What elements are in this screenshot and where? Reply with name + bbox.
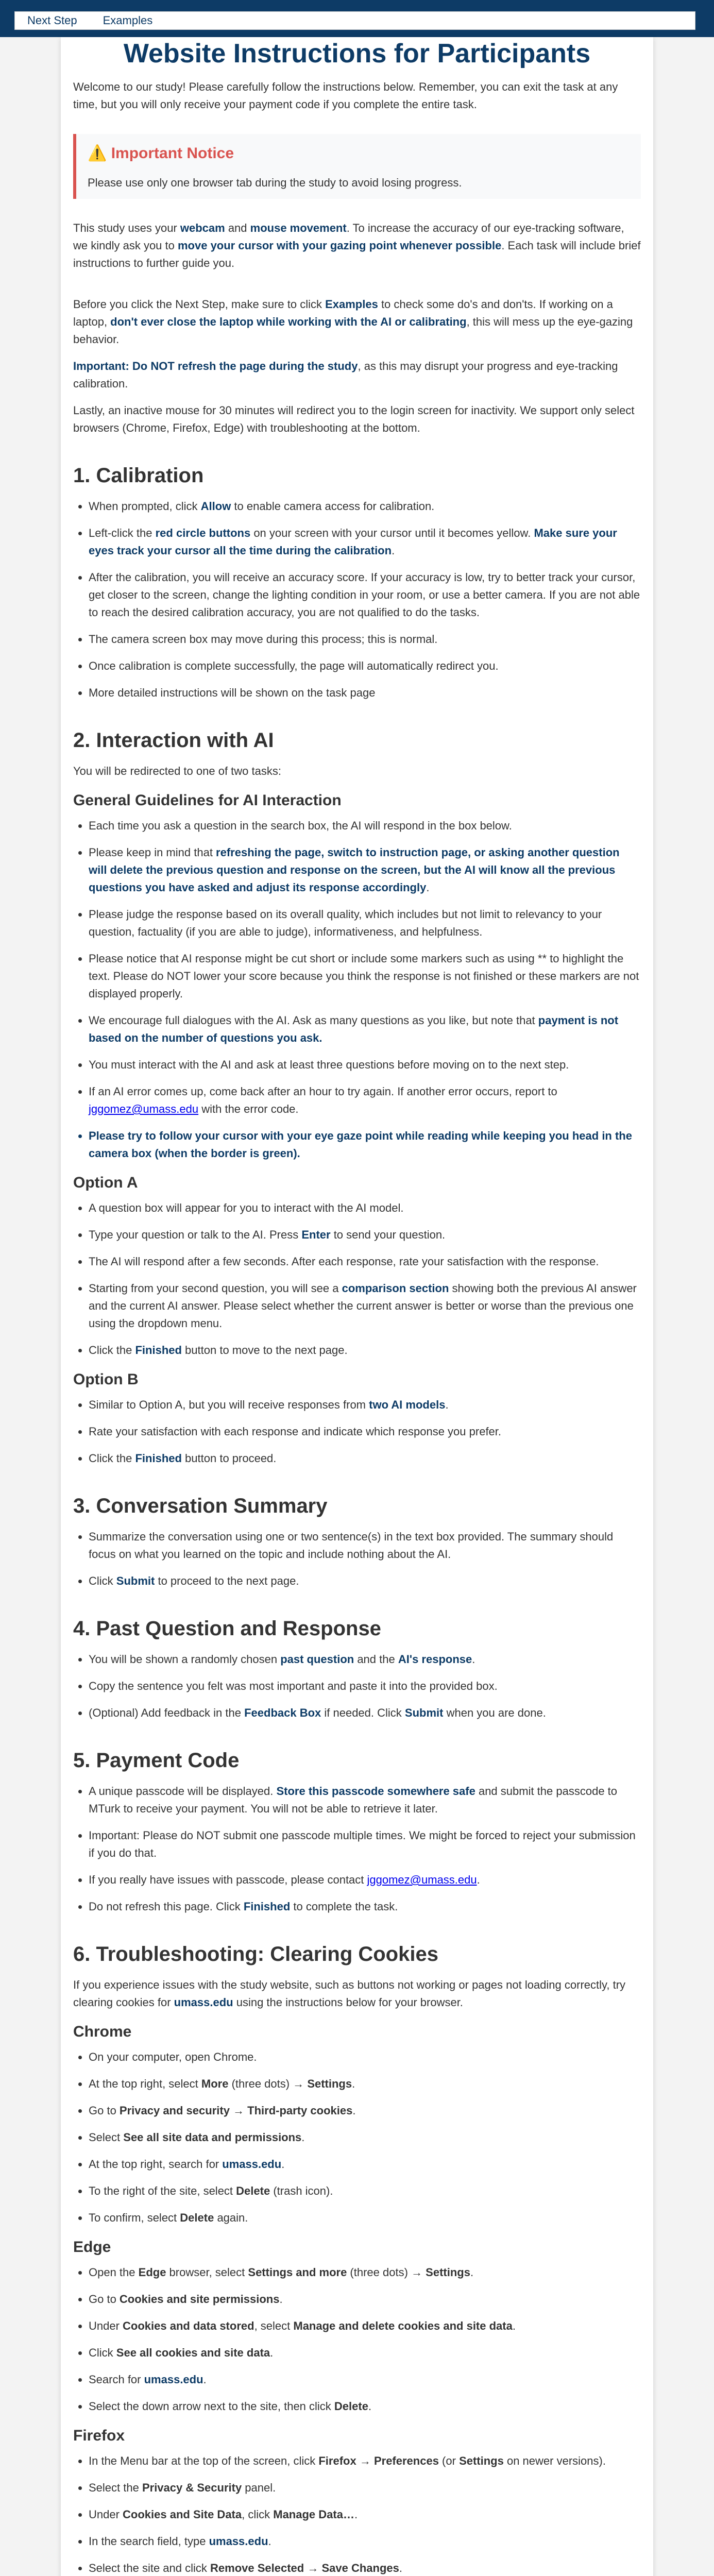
- list-item: • In the Menu bar at the top of the screen, click Firefox → Preferences (or Settings on newer versions).: [89, 2452, 641, 2470]
- chrome-list: [73, 2048, 641, 2227]
- list-item: • Select the Privacy & Security panel.: [89, 2479, 641, 2497]
- list-item: • Open the Edge browser, select Settings and more (three dots) → Settings.: [89, 2264, 641, 2281]
- list-item: • Please judge the response based on its overall quality, which includes but not limit to relevancy to your question, factuality (if you are able to judge), informativeness, and helpfulness.: [89, 906, 641, 941]
- list-item: • To confirm, select Delete again.: [89, 2209, 641, 2227]
- past-question-list: [73, 1651, 641, 1722]
- section-past-question-heading: 4. Past Question and Response: [73, 1617, 381, 1640]
- edge-heading: Edge: [73, 2239, 111, 2256]
- section-calibration-heading: 1. Calibration: [73, 464, 204, 487]
- list-item: • Please try to follow your cursor with your eye gaze point while reading while keeping you head in the camera box (when the border is green).: [89, 1127, 641, 1162]
- list-item: • A question box will appear for you to interact with the AI model.: [89, 1199, 641, 1217]
- list-item: • Click the Finished button to proceed.: [89, 1450, 641, 1467]
- list-item: • The AI will respond after a few seconds. After each response, rate your satisfaction with the response.: [89, 1253, 641, 1270]
- interaction-lead: You will be redirected to one of two tasks:: [73, 765, 281, 777]
- list-item: • Starting from your second question, you will see a comparison section showing both the previous AI answer and the current AI answer. Please select whether the current answer is better or worse than the previous one using the dropdown menu.: [89, 1280, 641, 1332]
- examples-link[interactable]: Examples: [103, 14, 153, 27]
- list-item: • Go to Cookies and site permissions.: [89, 2291, 641, 2308]
- list-item: • When prompted, click Allow to enable camera access for calibration.: [89, 498, 641, 515]
- list-item: • Click See all cookies and site data.: [89, 2344, 641, 2362]
- list-item: • Please notice that AI response might be cut short or include some markers such as using ** to highlight the text. Please do NOT lower your score because you think the response is not finished or these markers are not displayed properly.: [89, 950, 641, 1003]
- list-item: • Select the site and click Remove Selected → Save Changes.: [89, 2560, 641, 2576]
- list-item: • Similar to Option A, but you will receive responses from two AI models.: [89, 1396, 641, 1414]
- list-item: • Under Cookies and Site Data, click Manage Data….: [89, 2506, 641, 2523]
- notice-heading: ⚠️ Important Notice: [88, 145, 234, 162]
- chrome-heading: Chrome: [73, 2023, 132, 2040]
- warning-icon: ⚠️: [88, 145, 107, 162]
- list-item: • Click the Finished button to move to the next page.: [89, 1342, 641, 1359]
- list-item: • At the top right, search for umass.edu.: [89, 2156, 641, 2173]
- list-item: • Click Submit to proceed to the next page.: [89, 1572, 641, 1590]
- refresh-warning: Important: Do NOT refresh the page during the study, as this may disrupt your progress and eye-tracking calibration.: [73, 360, 618, 390]
- list-item: • You will be shown a randomly chosen past question and the AI's response.: [89, 1651, 641, 1668]
- option-a-heading: Option A: [73, 1174, 138, 1191]
- list-item: • You must interact with the AI and ask at least three questions before moving on to the next step.: [89, 1056, 641, 1074]
- list-item: • Search for umass.edu.: [89, 2371, 641, 2388]
- general-guidelines-heading: General Guidelines for AI Interaction: [73, 792, 342, 809]
- list-item: • Each time you ask a question in the search box, the AI will respond in the box below.: [89, 817, 641, 835]
- list-item: • If you really have issues with passcode, please contact jggomez@umass.edu.: [89, 1871, 641, 1889]
- list-item: • Go to Privacy and security → Third-party cookies.: [89, 2102, 641, 2120]
- summary-list: [73, 1528, 641, 1590]
- notice-text: Please use only one browser tab during the study to avoid losing progress.: [88, 176, 462, 189]
- page-title: Website Instructions for Participants: [123, 39, 591, 69]
- list-item: • The camera screen box may move during this process; this is normal.: [89, 631, 641, 648]
- inactive-paragraph: Lastly, an inactive mouse for 30 minutes will redirect you to the login screen for inactivity. We support only select browsers (Chrome, Firefox, Edge) with troubleshooting at the bottom.: [73, 404, 635, 434]
- option-b-list: [73, 1396, 641, 1467]
- list-item: • Once calibration is complete successfully, the page will automatically redirect you.: [89, 657, 641, 675]
- next-step-link[interactable]: Next Step: [27, 14, 77, 27]
- list-item: • Select the down arrow next to the site, then click Delete.: [89, 2398, 641, 2415]
- section-interaction-heading: 2. Interaction with AI: [73, 729, 274, 752]
- list-item: • Type your question or talk to the AI. Press Enter to send your question.: [89, 1226, 641, 1244]
- list-item: • Please keep in mind that refreshing the page, switch to instruction page, or asking another question will delete the previous question and response on the screen, but the AI will know all the previous questions you have asked and adjust its response accordingly.: [89, 844, 641, 896]
- list-item: • After the calibration, you will receive an accuracy score. If your accuracy is low, try to better track your cursor, get closer to the screen, change the lighting condition in your room, or use a better camera. If you are not able to reach the desired calibration accuracy, you are not qualified to do the tasks.: [89, 569, 641, 621]
- list-item: • At the top right, select More (three dots) → Settings.: [89, 2075, 641, 2093]
- list-item: • A unique passcode will be displayed. Store this passcode somewhere safe and submit the passcode to MTurk to receive your payment. You will not be able to retrieve it later.: [89, 1783, 641, 1818]
- list-item: • Under Cookies and data stored, select Manage and delete cookies and site data.: [89, 2317, 641, 2335]
- option-b-heading: Option B: [73, 1371, 139, 1388]
- calibration-list: [73, 498, 641, 702]
- top-nav-bar: [0, 0, 714, 37]
- list-item: • More detailed instructions will be shown on the task page: [89, 684, 641, 702]
- list-item: • Copy the sentence you felt was most important and paste it into the provided box.: [89, 1677, 641, 1695]
- list-item: • In the search field, type umass.edu.: [89, 2533, 641, 2550]
- list-item: • If an AI error comes up, come back after an hour to try again. If another error occurs, report to jggomez@umass.edu with the error code.: [89, 1083, 641, 1118]
- important-notice: [73, 134, 641, 199]
- option-a-list: [73, 1199, 641, 1359]
- list-item: • We encourage full dialogues with the AI. Ask as many questions as you like, but note that payment is not based on the number of questions you ask.: [89, 1012, 641, 1047]
- passcode-email-link[interactable]: jggomez@umass.edu: [367, 1873, 477, 1886]
- section-payment-heading: 5. Payment Code: [73, 1749, 240, 1772]
- firefox-list: [73, 2452, 641, 2576]
- nav-links-box: [14, 11, 695, 30]
- list-item: • To the right of the site, select Delete (trash icon).: [89, 2182, 641, 2200]
- list-item: • Do not refresh this page. Click Finished to complete the task.: [89, 1898, 641, 1916]
- support-email-link[interactable]: jggomez@umass.edu: [89, 1103, 199, 1115]
- section-troubleshooting-heading: 6. Troubleshooting: Clearing Cookies: [73, 1943, 438, 1965]
- intro-paragraph: Welcome to our study! Please carefully follow the instructions below. Remember, you can exit the task at any time, but you will only receive your payment code if you complete the entire task.: [73, 80, 618, 111]
- list-item: • Summarize the conversation using one or two sentence(s) in the text box provided. The summary should focus on what you learned on the topic and include nothing about the AI.: [89, 1528, 641, 1563]
- list-item: • Select See all site data and permissions.: [89, 2129, 641, 2146]
- section-summary-heading: 3. Conversation Summary: [73, 1495, 328, 1517]
- list-item: • Left-click the red circle buttons on your screen with your cursor until it becomes yellow. Make sure your eyes track your cursor all the time during the calibration.: [89, 524, 641, 560]
- webcam-paragraph: This study uses your webcam and mouse movement. To increase the accuracy of our eye-tracking software, we kindly ask you to move your cursor with your gazing point whenever possible. Each task will include brief instructions to further guide you.: [73, 222, 641, 269]
- general-guidelines-list: [73, 817, 641, 1162]
- list-item: • (Optional) Add feedback in the Feedback Box if needed. Click Submit when you are done.: [89, 1704, 641, 1722]
- list-item: • Important: Please do NOT submit one passcode multiple times. We might be forced to reject your submission if you do that.: [89, 1827, 641, 1862]
- troubleshooting-lead: If you experience issues with the study website, such as buttons not working or pages not loading correctly, try clearing cookies for umass.edu using the instructions below for your browser.: [73, 1978, 626, 2009]
- firefox-heading: Firefox: [73, 2427, 125, 2444]
- edge-list: [73, 2264, 641, 2415]
- list-item: • Rate your satisfaction with each response and indicate which response you prefer.: [89, 1423, 641, 1440]
- before-paragraph: Before you click the Next Step, make sure to click Examples to check some do's and don'ts. If working on a laptop, don't ever close the laptop while working with the AI or calibrating, this will mess up the eye-gazing behavior.: [73, 298, 633, 346]
- payment-list: [73, 1783, 641, 1916]
- list-item: • On your computer, open Chrome.: [89, 2048, 641, 2066]
- instructions-card: [61, 37, 653, 2576]
